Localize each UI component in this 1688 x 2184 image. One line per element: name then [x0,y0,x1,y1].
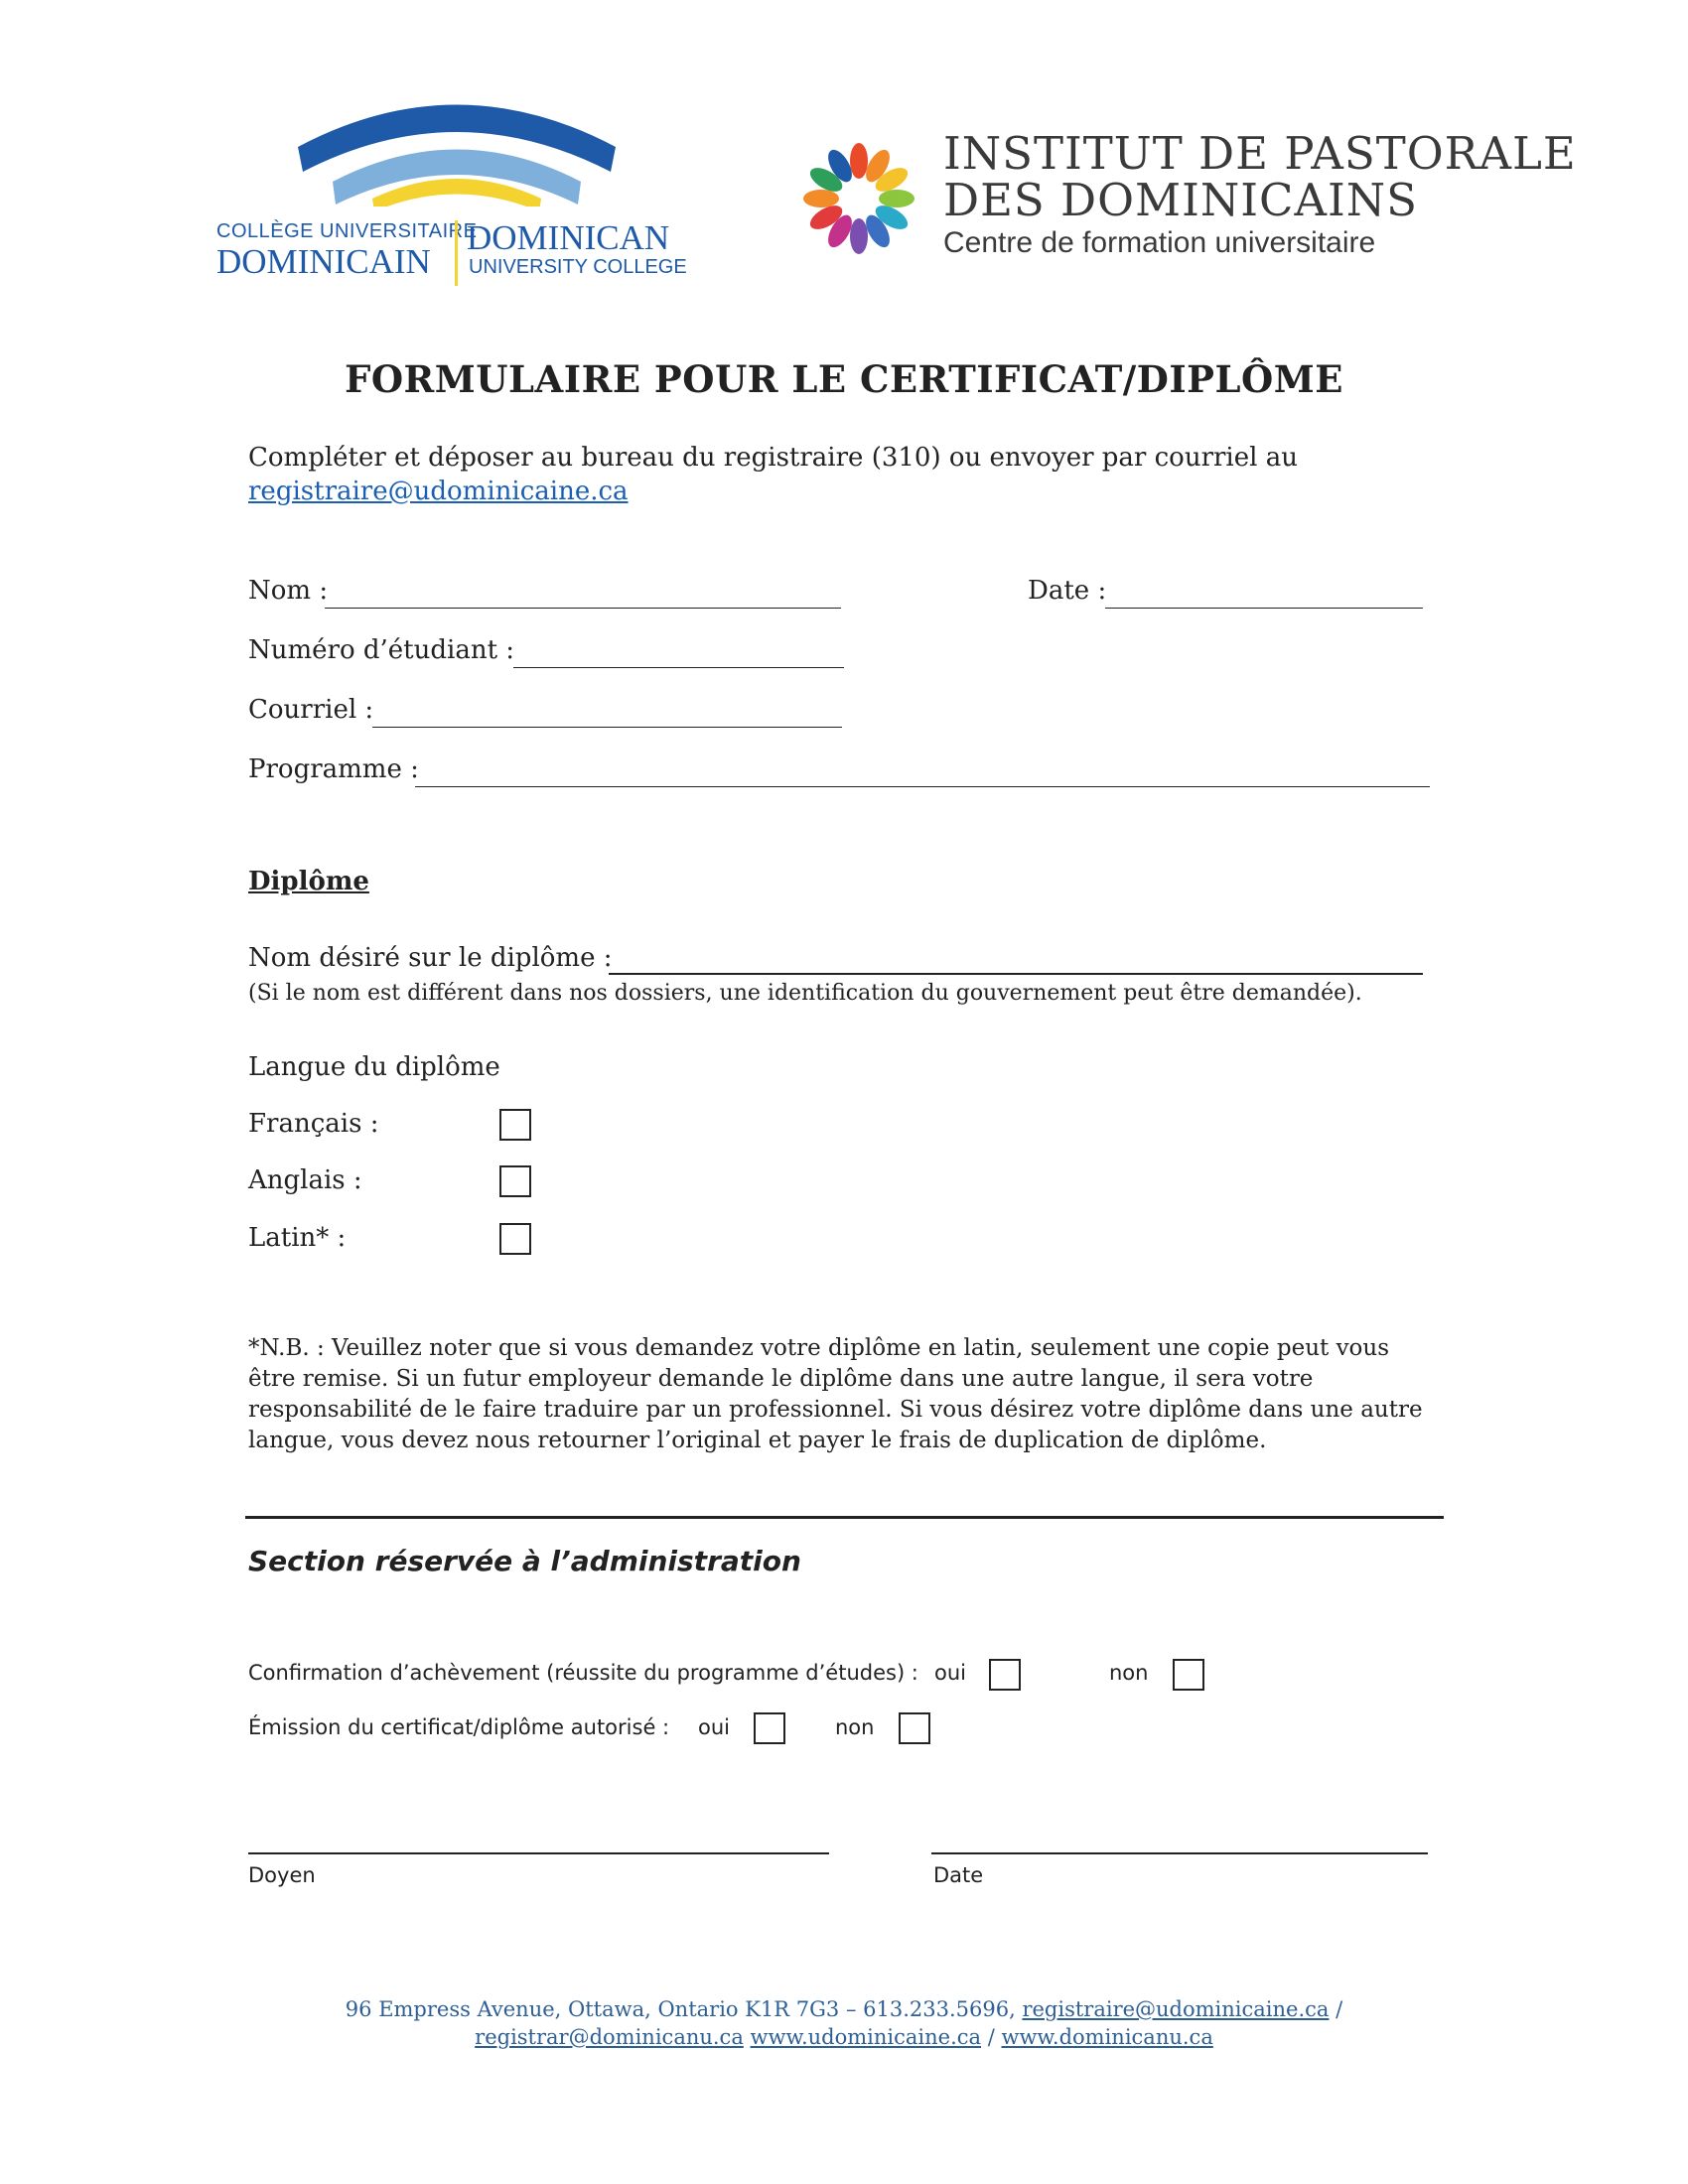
footer-email-fr-link[interactable]: registraire@udominicaine.ca [1022,1997,1330,2021]
dean-label: Doyen [248,1863,316,1887]
english-checkbox[interactable] [499,1165,531,1197]
completion-label: Confirmation d’achèvement (réussite du programme d’études) : [248,1661,918,1685]
desired-name-label: Nom désiré sur le diplôme : [248,943,613,973]
registrar-email-link[interactable]: registraire@udominicaine.ca [248,477,629,506]
date-label: Date : [1028,576,1107,606]
nb-paragraph [248,1333,1423,1456]
footer-line-2 [0,2025,1688,2049]
footer-separator: / [1336,1997,1343,2021]
footer-separator-2: / [987,2025,995,2049]
completion-yes-label: oui [934,1661,966,1685]
arch-logo-icon [288,87,626,206]
issuance-yes-label: oui [698,1715,730,1739]
nb-line-2: être remise. Si un futur employeur demande le diplôme dans une autre langue, il sera votre [248,1366,1314,1392]
completion-no-checkbox[interactable] [1173,1659,1204,1691]
logo-dominicain-label: DOMINICAIN [216,242,431,281]
french-checkbox[interactable] [499,1109,531,1141]
issuance-no-checkbox[interactable] [899,1712,930,1744]
admin-date-line[interactable] [931,1852,1428,1854]
section-divider [245,1516,1444,1519]
nom-field[interactable] [325,608,841,609]
footer-web-en-link[interactable]: www.dominicanu.ca [1001,2025,1213,2049]
nb-line-3: responsabilité de le faire traduire par un professionnel. Si vous désirez votre diplôme dans une autre [248,1397,1423,1423]
desired-name-field[interactable] [609,973,1423,975]
footer-email-en-link[interactable]: registrar@dominicanu.ca [475,2025,744,2049]
nom-label: Nom : [248,576,329,606]
student-number-field[interactable] [513,667,844,668]
intro-text: Compléter et déposer au bureau du registraire (310) ou envoyer par courriel au [248,443,1298,473]
admin-date-label: Date [933,1863,984,1887]
issuance-label: Émission du certificat/diplôme autorisé : [248,1715,670,1739]
program-field[interactable] [415,786,1430,787]
issuance-yes-checkbox[interactable] [754,1712,785,1744]
admin-heading: Section réservée à l’administration [248,1545,801,1577]
page-title: FORMULAIRE POUR LE CERTIFICAT/DIPLÔME [345,357,1343,401]
logo-college-label: COLLÈGE UNIVERSITAIRE [216,220,478,242]
dean-signature-line[interactable] [248,1852,829,1854]
option-latin-label: Latin* : [248,1223,347,1253]
logo-dominican-label: DOMINICAN [467,218,670,257]
institut-subtitle: Centre de formation universitaire [943,226,1376,259]
colorful-burst-icon [799,139,918,258]
institut-title-line2: DES DOMINICAINS [943,174,1418,226]
issuance-no-label: non [835,1715,875,1739]
logo-divider [455,220,458,286]
completion-no-label: non [1109,1661,1149,1685]
diploma-heading: Diplôme [248,867,369,896]
completion-yes-checkbox[interactable] [989,1659,1021,1691]
institut-title-line1: INSTITUT DE PASTORALE [943,127,1577,180]
footer-web-fr-link[interactable]: www.udominicaine.ca [750,2025,982,2049]
option-english-label: Anglais : [248,1165,362,1195]
email-label: Courriel : [248,695,374,725]
nb-line-1: *N.B. : Veuillez noter que si vous demandez votre diplôme en latin, seulement une copie peut vous [248,1335,1390,1361]
nb-line-4: langue, vous devez nous retourner l’original et payer le frais de duplication de diplôme. [248,1428,1267,1453]
footer-address: 96 Empress Avenue, Ottawa, Ontario K1R 7G3 – 613.233.5696, [345,1997,1016,2021]
program-label: Programme : [248,754,419,784]
date-field[interactable] [1105,608,1423,609]
option-french-label: Français : [248,1109,379,1139]
latin-checkbox[interactable] [499,1223,531,1255]
email-field[interactable] [372,727,842,728]
language-title: Langue du diplôme [248,1052,500,1082]
footer-line-1 [0,1997,1688,2021]
desired-name-note: (Si le nom est différent dans nos dossiers, une identification du gouvernement peut être demandée). [248,981,1362,1006]
logo-university-label: UNIVERSITY COLLEGE [469,256,687,278]
student-number-label: Numéro d’étudiant : [248,635,515,665]
